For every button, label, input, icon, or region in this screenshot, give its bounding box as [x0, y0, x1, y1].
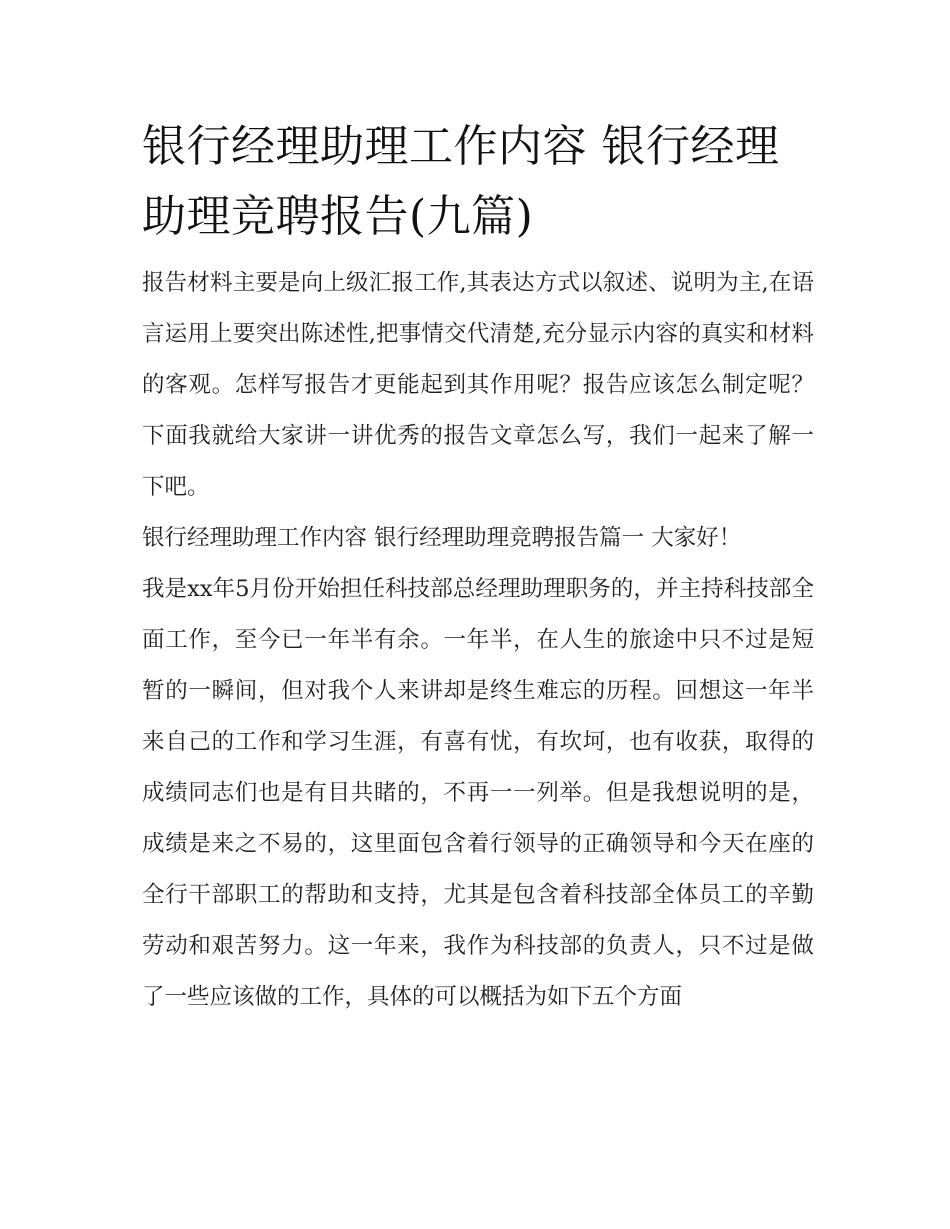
intro-paragraph: 报告材料主要是向上级汇报工作,其表达方式以叙述、说明为主,在语言运用上要突出陈述性,把事情交代清楚,充分显示内容的真实和材料的客观。怎样写报告才更能起到其作用呢？报告应该怎么制定呢？下面我就给大家讲一讲优秀的报告文章怎么写，我们一起来了解一下吧。	[142, 270, 814, 500]
section-heading-paragraph: 银行经理助理工作内容 银行经理助理竞聘报告篇一 大家好！	[142, 525, 742, 551]
document-title: 银行经理助理工作内容 银行经理助理竞聘报告(九篇)	[142, 121, 780, 242]
document-body	[142, 112, 814, 1023]
body-paragraph: 我是xx年5月份开始担任科技部总经理助理职务的，并主持科技部全面工作，至今已一年半有余。一年半，在人生的旅途中只不过是短暂的一瞬间，但对我个人来讲却是终生难忘的历程。回想这一年半来自己的工作和学习生涯，有喜有忧，有坎坷，也有收获，取得的成绩同志们也是有目共睹的，不再一一列举。但是我想说明的是，成绩是来之不易的，这里面包含着行领导的正确领导和今天在座的全行干部职工的帮助和支持，尤其是包含着科技部全体员工的辛勤劳动和艰苦努力。这一年来，我作为科技部的负责人，只不过是做了一些应该做的工作，具体的可以概括为如下五个方面	[142, 576, 814, 1010]
